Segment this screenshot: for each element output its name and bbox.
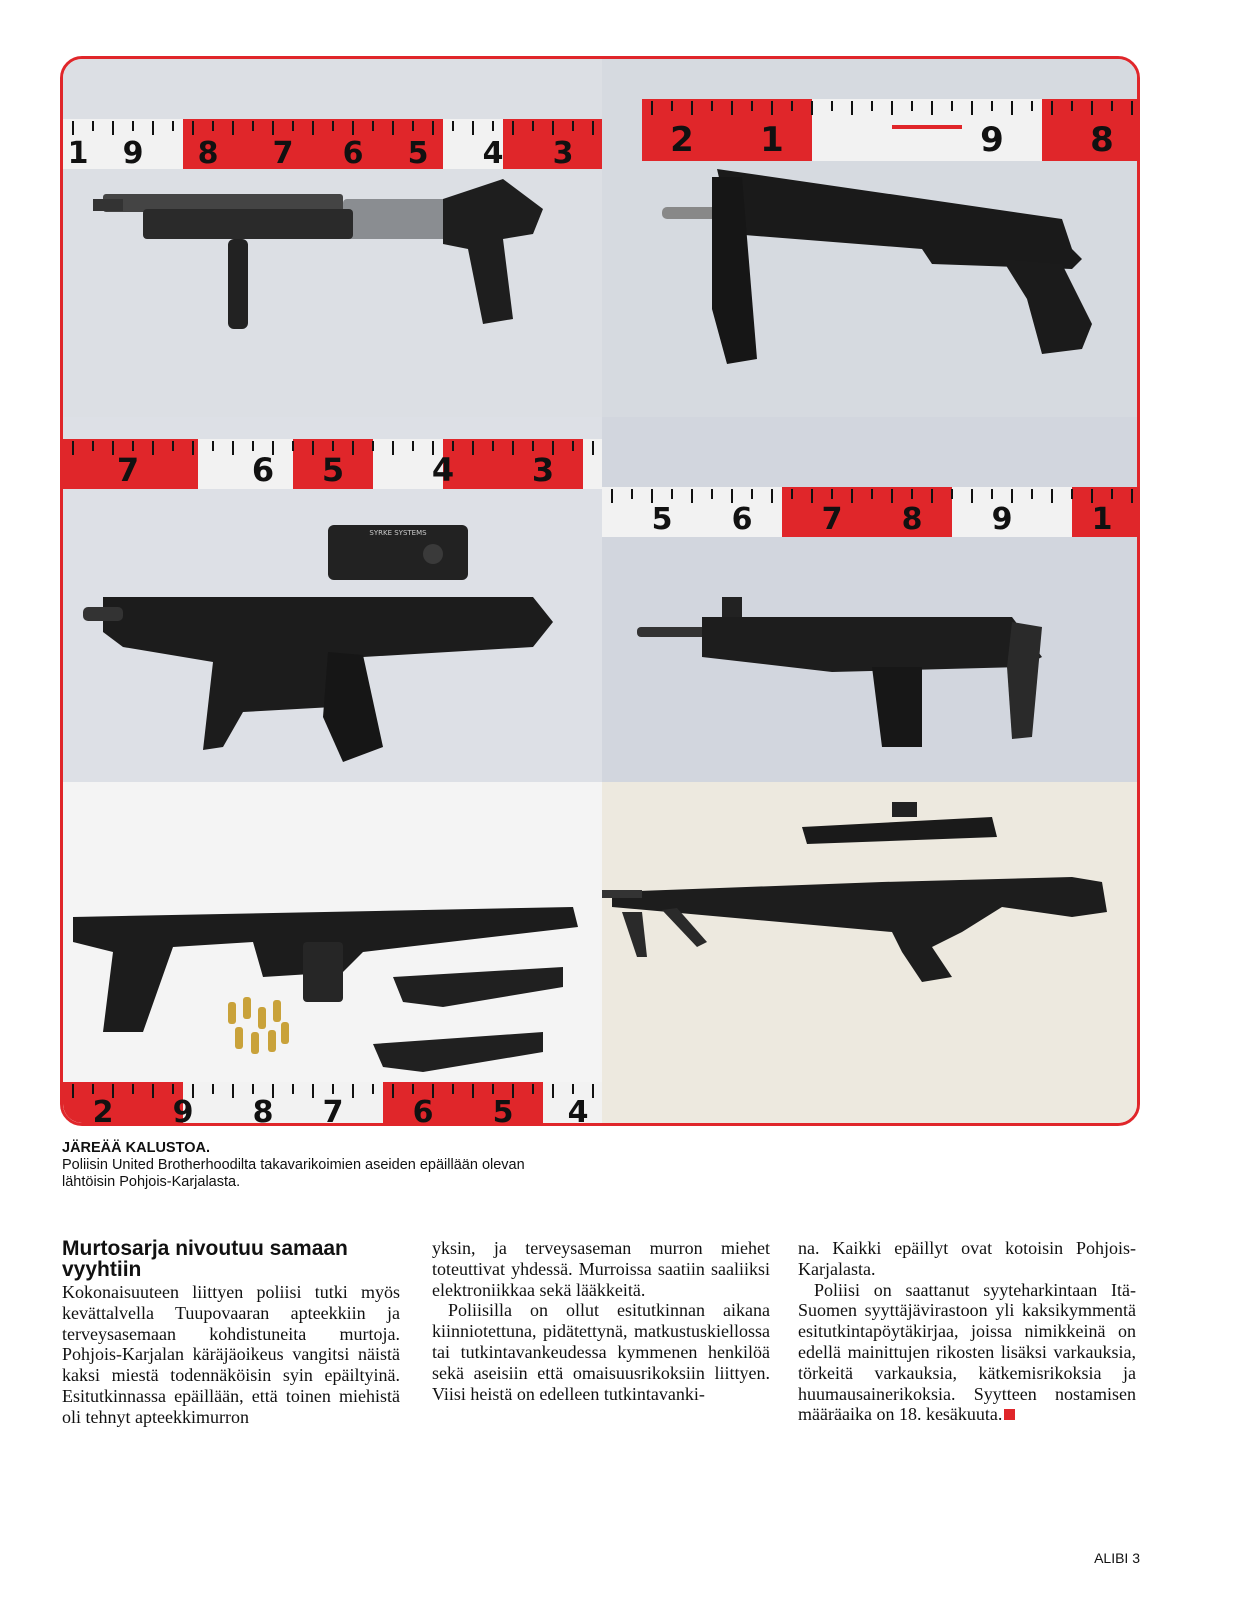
- article-column-2: [432, 1238, 770, 1404]
- photo-pps-with-magazines: [63, 782, 602, 1129]
- ruler-digit: 5: [407, 136, 429, 171]
- article-headline: Murtosarja nivoutuu samaan vyyhtiin: [62, 1237, 348, 1281]
- article-paragraph: yksin, ja terveysaseman murron miehet toteuttivat yhdessä. Murroissa saatiin saaliiksi elektroniikkaa sekä lääkkeitä.: [432, 1238, 770, 1300]
- ruler-digit: 2: [92, 1095, 114, 1129]
- ruler-digit: 7: [821, 502, 843, 537]
- article-column-3: [798, 1238, 1136, 1425]
- photo-collage: [60, 56, 1140, 1129]
- article-paragraph: na. Kaikki epäillyt ovat kotoisin Pohjois-Karjalasta.: [798, 1238, 1136, 1279]
- photo-caption: [62, 1140, 562, 1191]
- ruler-digit: 9: [991, 502, 1013, 537]
- ruler-digit: 6: [412, 1095, 434, 1129]
- ruler-digit: 4: [482, 136, 504, 171]
- ruler-digit: 7: [116, 451, 140, 489]
- ruler-digit: 5: [651, 502, 673, 537]
- ruler-digit: 8: [901, 502, 923, 537]
- article-paragraph: Kokonaisuuteen liittyen poliisi tutki myös kevättalvella Tuupovaaran apteekkiin ja terveysasemaan kohdistuneita murtoja. Pohjois-Karjalan käräjäoikeus vangitsi näistä kaksi miestä todennäköisin syin epäiltyinä. Esitutkinnassa epäillään, että toinen miehistä oli tehnyt apteekkimurron: [62, 1282, 400, 1427]
- ruler-digit: 1: [67, 136, 89, 171]
- submachine-gun-illustration: [602, 417, 1140, 782]
- ruler-digit: 9: [122, 136, 144, 171]
- ruler-digit: 3: [552, 136, 574, 171]
- photo-submachine-gun: [602, 417, 1140, 782]
- article-paragraph-text: Poliisi on saattanut syyteharkintaan Itä-Suomen syyttäjävirastoon yli kaksikymmentä esitutkintapöytäkirjaa, joissa nimikkeinä on edellä mainittujen rikosten lisäksi varkauksia, törkeitä varkauksia, kätkemisrikoksia ja huumausainerikoksia. Syytteen nostamisen määräaika on 18. kesäkuuta.: [798, 1279, 1136, 1425]
- end-square-icon: [1004, 1409, 1015, 1420]
- article-column-1: [62, 1238, 400, 1428]
- photo-pistol-carbine: [63, 417, 602, 782]
- ruler-digit: 8: [252, 1095, 274, 1129]
- ruler-digit: 5: [492, 1095, 514, 1129]
- scope-label: SYRKE SYSTEMS: [369, 529, 427, 537]
- ruler-digit: 3: [531, 451, 555, 489]
- ruler-digit: 5: [321, 451, 345, 489]
- article-paragraph-last: [798, 1280, 1136, 1426]
- scoped-rifle-illustration: [602, 782, 1140, 1126]
- caption-title: JÄREÄÄ KALUSTOA.: [62, 1140, 210, 1156]
- ruler-digit: 6: [342, 136, 364, 171]
- pump-shotgun-illustration: [63, 59, 602, 417]
- ruler-digit: 2: [670, 120, 694, 160]
- ruler-digit: 8: [1090, 120, 1114, 160]
- photo-machine-pistol: [602, 59, 1140, 417]
- ruler-digit: 7: [322, 1095, 344, 1129]
- caption-text: Poliisin United Brotherhoodilta takavarikoimien aseiden epäillään olevan lähtöisin Pohjois-Karjalasta.: [62, 1157, 525, 1190]
- ruler-digit: 1: [760, 120, 784, 160]
- ruler-digit: 7: [272, 136, 294, 171]
- article-paragraph: Poliisilla on ollut esitutkinnan aikana kiinniotettuna, pidätettynä, matkustuskiellossa tai tutkintavankeudessa kymmenen henkilöä sekä aseisiin että omaisuusrikoksiin liittyen. Viisi heistä on edelleen tutkintavanki-: [432, 1300, 770, 1404]
- ruler-digit: 9: [980, 120, 1004, 160]
- pps-with-magazines-illustration: [63, 782, 602, 1129]
- ruler-digit: 6: [251, 451, 275, 489]
- photo-pump-shotgun: [63, 59, 602, 417]
- page-footer-label: ALIBI 3: [1094, 1550, 1140, 1566]
- photo-scoped-rifle: [602, 782, 1140, 1126]
- ruler-digit: 4: [431, 451, 455, 489]
- ruler-digit: 6: [731, 502, 753, 537]
- pistol-carbine-illustration: [63, 417, 602, 782]
- ruler-digit: 4: [567, 1095, 589, 1129]
- ruler-digit: 8: [197, 136, 219, 171]
- ruler-digit: 1: [1091, 502, 1113, 537]
- machine-pistol-illustration: [602, 59, 1140, 417]
- ruler-digit: 9: [172, 1095, 194, 1129]
